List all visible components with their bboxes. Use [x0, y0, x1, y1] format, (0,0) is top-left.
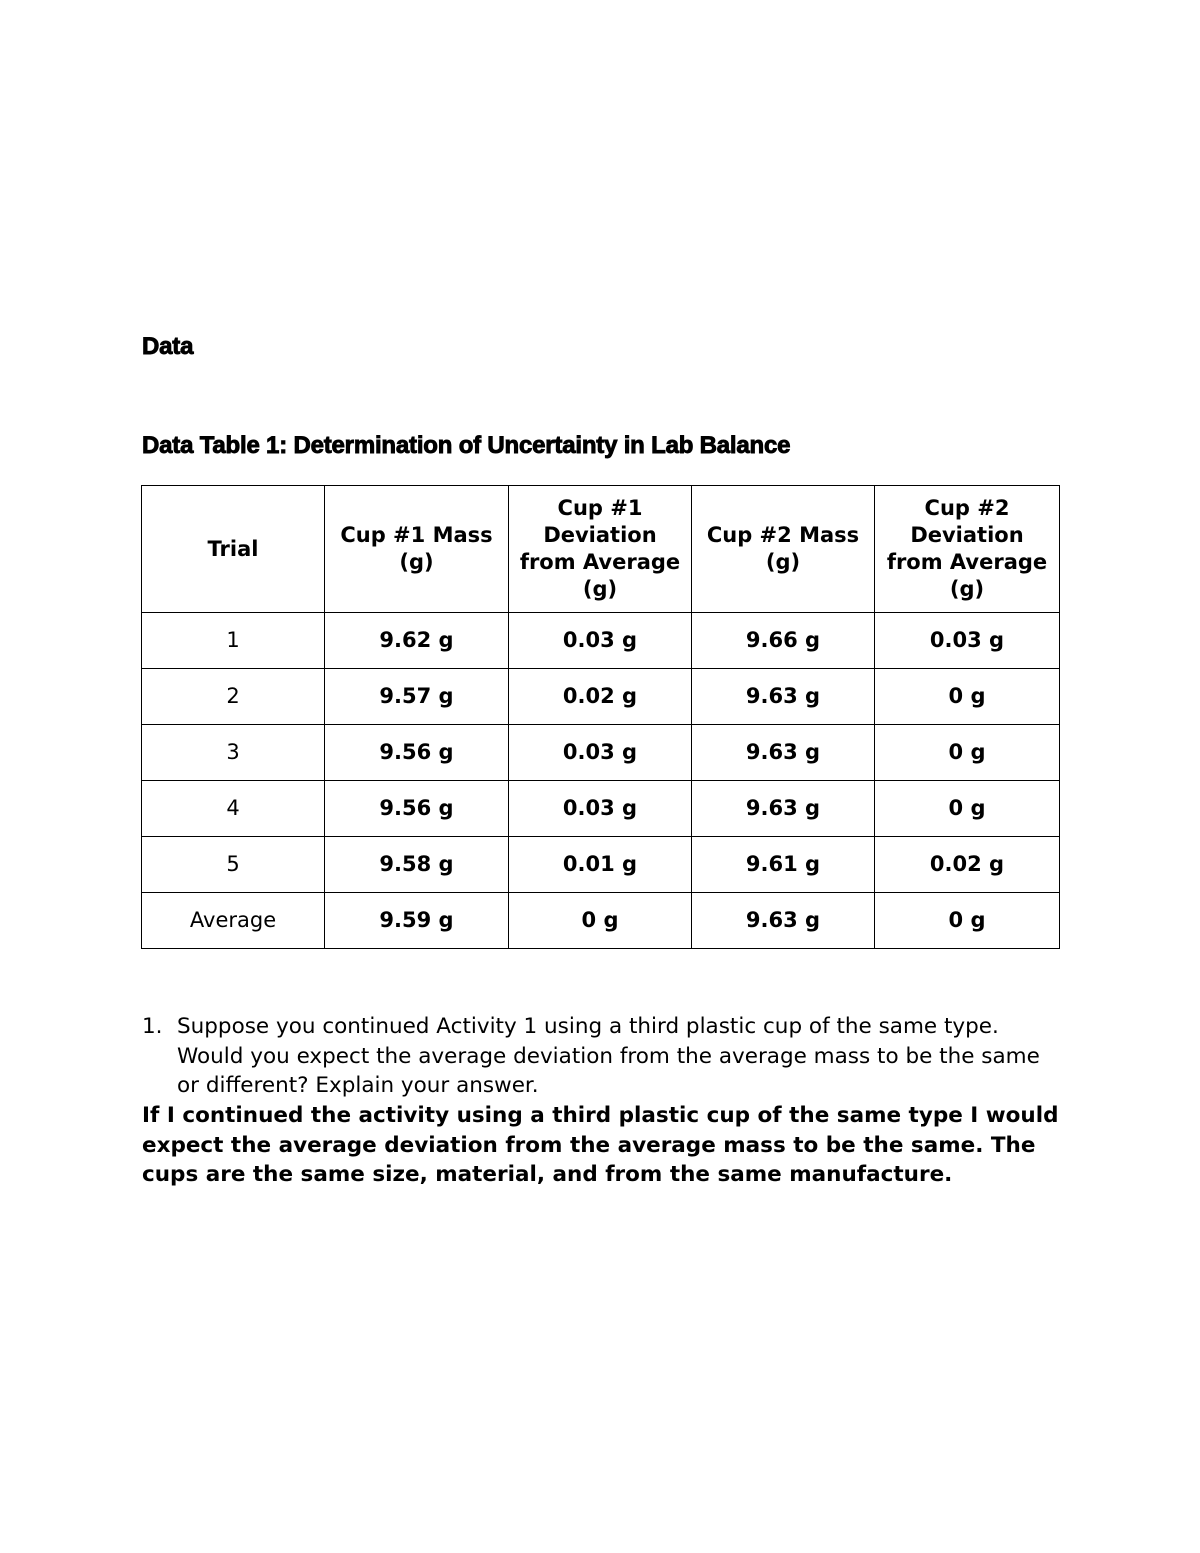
question-text: Suppose you continued Activity 1 using a third plastic cup of the same type. Would you expect the average deviation from the average mass to be the same or different? Explain your answer. [177, 1014, 1040, 1099]
header-cup1-deviation: Cup #1 Deviation from Average (g) [509, 486, 692, 613]
cup2-mass-cell: 9.63 g [692, 893, 875, 949]
cup1-deviation-cell: 0.02 g [509, 669, 692, 725]
data-table [141, 485, 1060, 949]
question-item [142, 1012, 1052, 1101]
trial-cell: 5 [142, 837, 325, 893]
cup2-mass-cell: 9.63 g [692, 781, 875, 837]
trial-cell: 3 [142, 725, 325, 781]
cup2-deviation-cell: 0 g [875, 669, 1060, 725]
cup2-deviation-cell: 0 g [875, 781, 1060, 837]
cup1-mass-cell: 9.62 g [325, 613, 509, 669]
table-row [142, 669, 1060, 725]
table-title: Data Table 1: Determination of Uncertainty in Lab Balance [142, 432, 791, 459]
table-header-row [142, 486, 1060, 613]
cup1-mass-cell: 9.56 g [325, 725, 509, 781]
cup1-deviation-cell: 0.03 g [509, 613, 692, 669]
trial-cell: 4 [142, 781, 325, 837]
cup1-deviation-cell: 0.03 g [509, 781, 692, 837]
table-row [142, 837, 1060, 893]
cup1-deviation-cell: 0.03 g [509, 725, 692, 781]
answer-text: If I continued the activity using a third plastic cup of the same type I would expect the average deviation from the average mass to be the same. The cups are the same size, material, and from the same manufacture. [142, 1103, 1059, 1188]
cup2-mass-cell: 9.61 g [692, 837, 875, 893]
cup2-deviation-cell: 0.02 g [875, 837, 1060, 893]
table-row [142, 781, 1060, 837]
trial-cell: 2 [142, 669, 325, 725]
header-cup2-deviation: Cup #2 Deviation from Average (g) [875, 486, 1060, 613]
cup1-mass-cell: 9.56 g [325, 781, 509, 837]
cup2-deviation-cell: 0.03 g [875, 613, 1060, 669]
cup1-mass-cell: 9.57 g [325, 669, 509, 725]
header-cup1-mass: Cup #1 Mass (g) [325, 486, 509, 613]
trial-cell: Average [142, 893, 325, 949]
trial-cell: 1 [142, 613, 325, 669]
cup2-mass-cell: 9.66 g [692, 613, 875, 669]
header-cup2-mass: Cup #2 Mass (g) [692, 486, 875, 613]
table-row [142, 725, 1060, 781]
header-trial: Trial [142, 486, 325, 613]
cup1-deviation-cell: 0.01 g [509, 837, 692, 893]
cup1-mass-cell: 9.58 g [325, 837, 509, 893]
cup2-mass-cell: 9.63 g [692, 725, 875, 781]
question-number: 1. [142, 1014, 163, 1039]
cup2-deviation-cell: 0 g [875, 725, 1060, 781]
cup2-mass-cell: 9.63 g [692, 669, 875, 725]
table-row [142, 613, 1060, 669]
cup1-mass-cell: 9.59 g [325, 893, 509, 949]
cup1-deviation-cell: 0 g [509, 893, 692, 949]
cup2-deviation-cell: 0 g [875, 893, 1060, 949]
section-heading: Data [142, 333, 194, 360]
table-row-average [142, 893, 1060, 949]
